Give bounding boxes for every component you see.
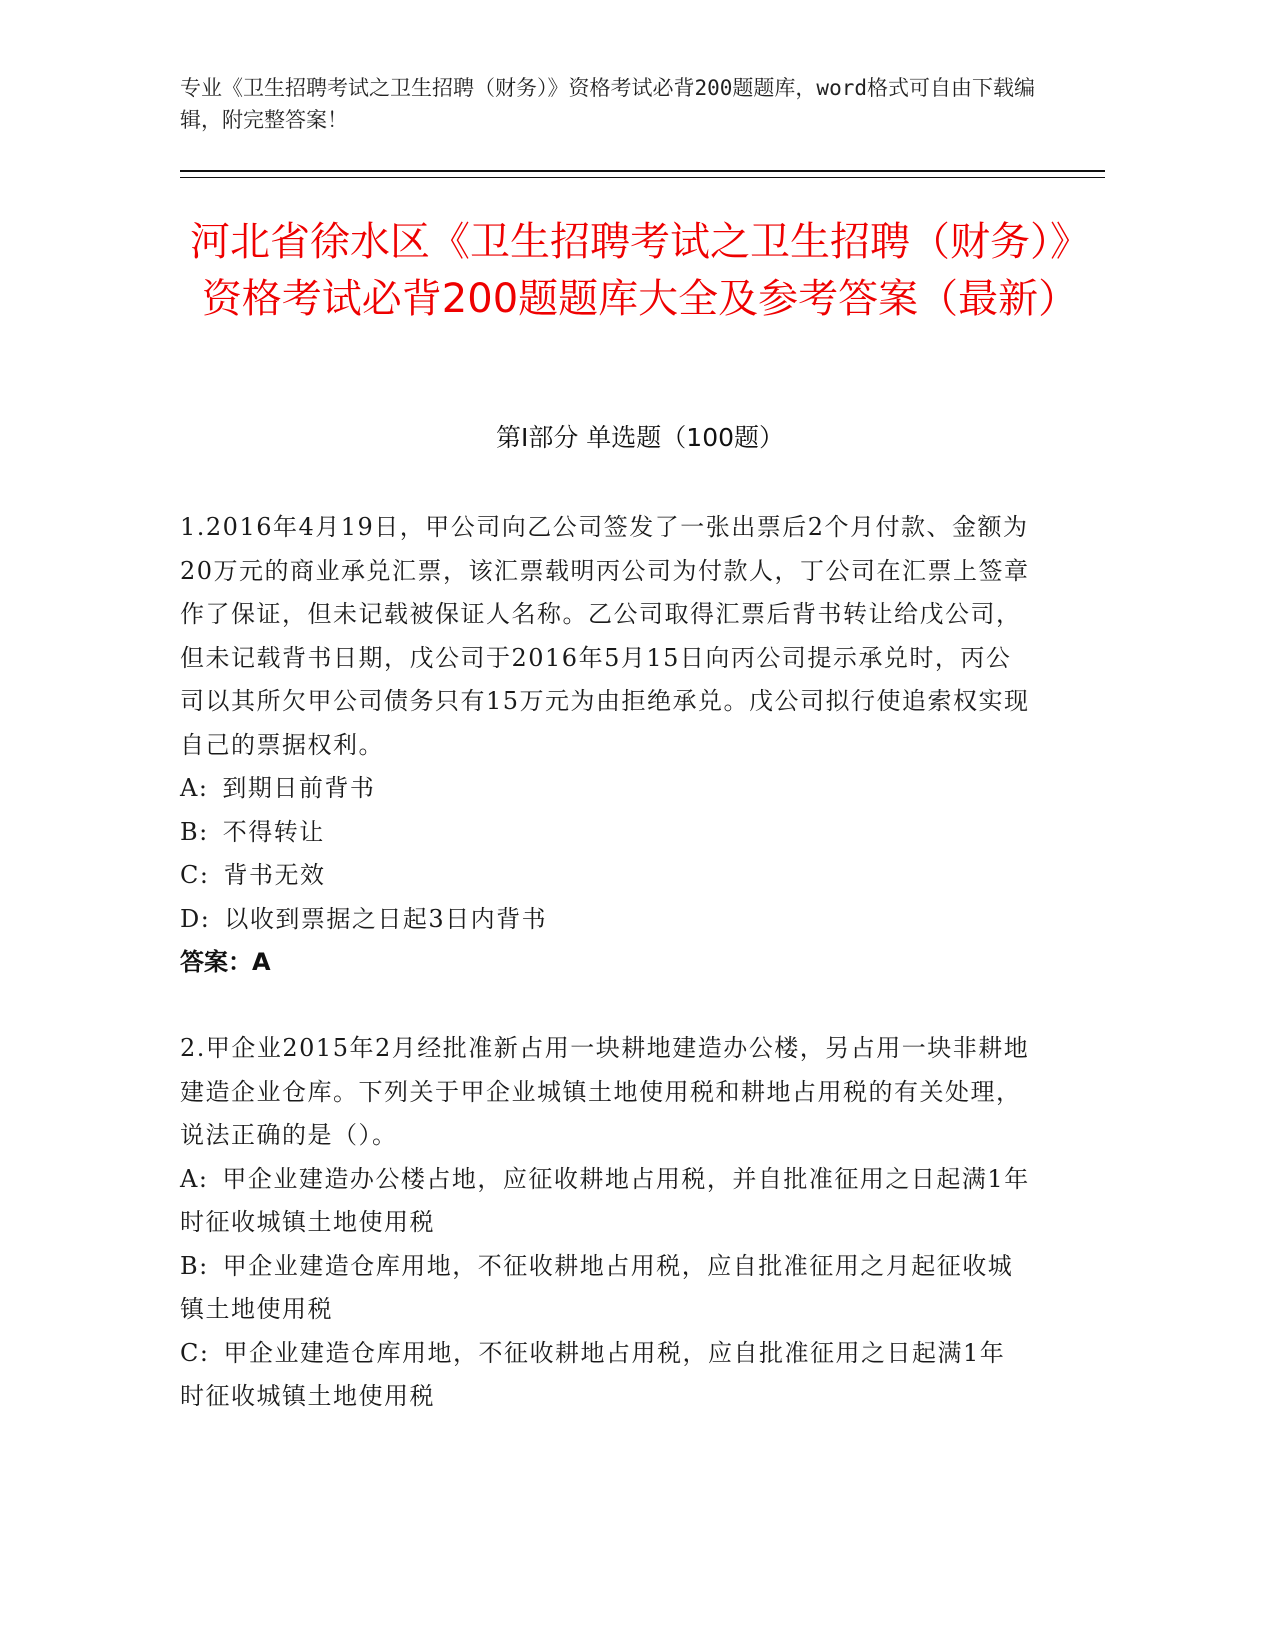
option-a bbox=[180, 1158, 1030, 1245]
section-title: 第Ⅰ部分 单选题（100题） bbox=[495, 423, 785, 452]
header-divider-thin bbox=[180, 177, 1105, 178]
question-2 bbox=[180, 1027, 1030, 1419]
question-1 bbox=[180, 506, 1030, 985]
document-title: 河北省徐水区《卫生招聘考试之卫生招聘（财务）》资格考试必背200题题库大全及参考答案（最新） bbox=[190, 219, 1090, 322]
option-letter: C: bbox=[180, 1338, 210, 1367]
option-text: 甲企业建造办公楼占地，应征收耕地占用税，并自批准征用之日起满1年时征收城镇土地使用税 bbox=[180, 1164, 1030, 1236]
option-letter: A: bbox=[180, 1164, 209, 1193]
question-stem: 1.2016年4月19日，甲公司向乙公司签发了一张出票后2个月付款、金额为20万元的商业承兑汇票，该汇票载明丙公司为付款人，丁公司在汇票上签章作了保证，但未记载被保证人名称。乙公司取得汇票后背书转让给戊公司，但未记载背书日期，戊公司于2016年5月15日向丙公司提示承兑时，丙公司以其所欠甲公司债务只有15万元为由拒绝承兑。戊公司拟行使追索权实现自己的票据权利。 bbox=[180, 513, 1030, 759]
option-text: 以收到票据之日起3日内背书 bbox=[224, 904, 548, 933]
option-letter: B: bbox=[180, 1251, 209, 1280]
answer-label: 答案：A bbox=[180, 948, 271, 976]
option-letter: B: bbox=[180, 817, 209, 846]
option-c bbox=[180, 854, 1030, 898]
option-letter: C: bbox=[180, 861, 210, 889]
option-a bbox=[180, 767, 1030, 811]
header-divider-thick bbox=[180, 170, 1105, 172]
option-text: 甲企业建造仓库用地，不征收耕地占用税，应自批准征用之月起征收城镇土地使用税 bbox=[180, 1251, 1014, 1323]
option-d bbox=[180, 898, 1030, 942]
option-text: 不得转让 bbox=[222, 817, 325, 846]
option-b bbox=[180, 811, 1030, 855]
option-text: 到期日前背书 bbox=[222, 774, 376, 802]
option-text: 背书无效 bbox=[223, 861, 326, 889]
option-c bbox=[180, 1332, 1030, 1419]
header-note: 专业《卫生招聘考试之卫生招聘（财务）》资格考试必背200题题库，word格式可自由下载编辑，附完整答案！ bbox=[180, 76, 1035, 132]
option-letter: A: bbox=[180, 774, 209, 802]
option-text: 甲企业建造仓库用地，不征收耕地占用税，应自批准征用之日起满1年时征收城镇土地使用税 bbox=[180, 1338, 1006, 1410]
option-b bbox=[180, 1245, 1030, 1332]
question-stem: 2.甲企业2015年2月经批准新占用一块耕地建造办公楼，另占用一块非耕地建造企业仓库。下列关于甲企业城镇土地使用税和耕地占用税的有关处理，说法正确的是（）。 bbox=[180, 1034, 1030, 1149]
option-letter: D: bbox=[180, 904, 211, 933]
